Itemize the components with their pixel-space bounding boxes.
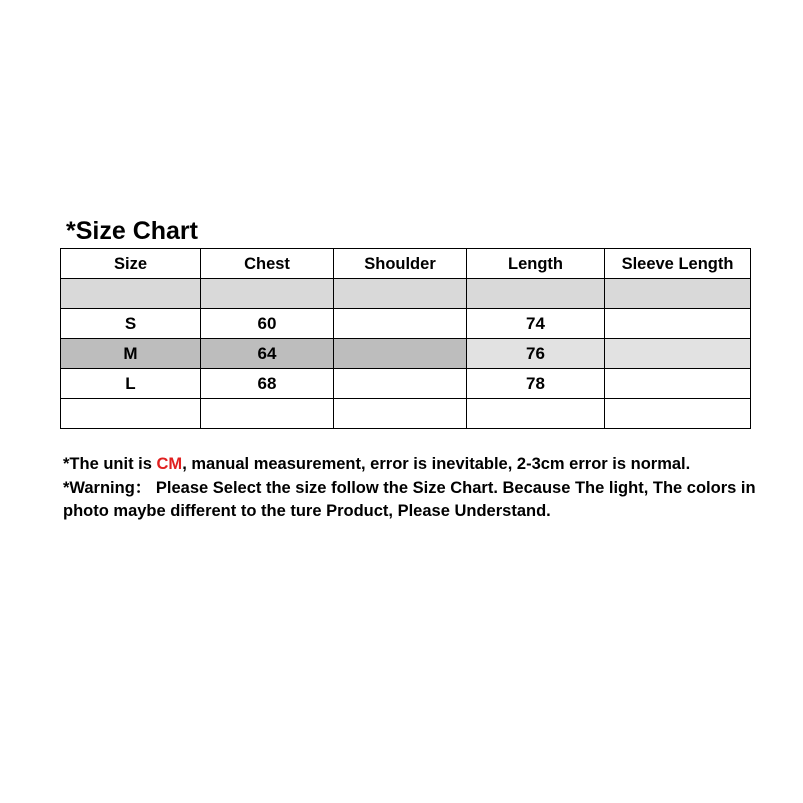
unit-note-prefix: *The unit is [63,455,157,473]
table-cell: L [61,369,201,399]
table-cell [334,279,467,309]
unit-note-suffix: , manual measurement, error is inevitable, 2-3cm error is normal. [182,455,691,473]
table-cell [61,279,201,309]
table-cell: 64 [201,339,334,369]
table-cell: 74 [467,309,605,339]
table-cell [334,339,467,369]
table-cell [605,339,751,369]
table-header-row [61,249,751,279]
table-cell [334,399,467,429]
table-cell: 68 [201,369,334,399]
table-cell: 76 [467,339,605,369]
header-chest: Chest [201,249,334,279]
unit-note [63,453,763,477]
header-length: Length [467,249,605,279]
table-cell [201,279,334,309]
table-cell: S [61,309,201,339]
table-cell [334,309,467,339]
table-row [61,339,751,369]
table-row [61,399,751,429]
table-cell [61,399,201,429]
notes-block [63,453,763,524]
table-cell [605,279,751,309]
table-row [61,279,751,309]
table-cell: 78 [467,369,605,399]
page-title: *Size Chart [66,217,198,245]
table-cell [467,399,605,429]
table-cell [201,399,334,429]
table-cell: 60 [201,309,334,339]
header-sleeve-length: Sleeve Length [605,249,751,279]
size-chart-table [60,248,751,429]
table-cell [605,369,751,399]
table-cell [467,279,605,309]
table-cell [605,399,751,429]
unit-label: CM [156,455,183,473]
table-cell [605,309,751,339]
warning-note: *Warning： Please Select the size follow the Size Chart. Because The light, The colors in photo maybe different to the ture Product, Please Understand. [63,478,756,520]
table-cell: M [61,339,201,369]
header-shoulder: Shoulder [334,249,467,279]
table-row [61,309,751,339]
table-cell [334,369,467,399]
table-row [61,369,751,399]
header-size: Size [61,249,201,279]
